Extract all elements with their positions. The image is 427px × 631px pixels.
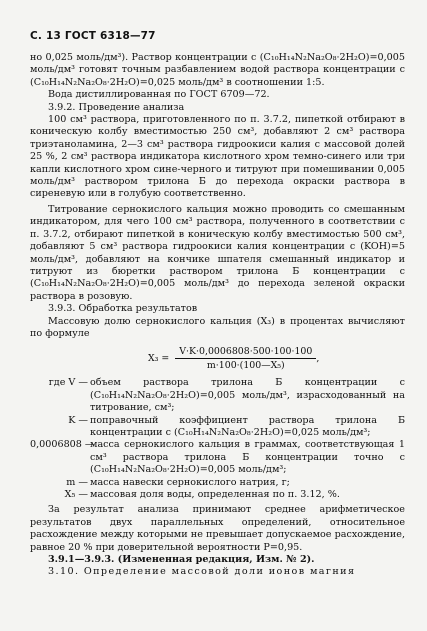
definition-row — [30, 439, 405, 476]
definition-row — [30, 477, 405, 489]
formula-fraction — [175, 346, 316, 371]
section-heading-analysis: 3.9.2. Проведение анализа — [48, 101, 185, 113]
formula-denominator: m·100·(100—X₅) — [206, 360, 285, 372]
definition-symbol: X₅ — — [64, 489, 88, 500]
amendment-note: 3.9.1—3.9.3. (Измененная редакция, Изм. № 2). — [48, 554, 315, 566]
paragraph-analysis-procedure: 100 см³ раствора, приготовленного по п. 3.7.2, пипеткой отбирают в коническую колбу вместимостью 250 см³, добавляют 2 см³ раствора триэтаноламина, 2—3 см³ раствора гидроокиси калия с массовой долей 25 %, 2 см³ раствора индикатора кислотного хром темно-синего или три капли кислотного хром сине-черного и титруют при помешивании 0,005 моль/дм³ раствором трилона Б до перехода окраски раствора в сиреневую или в голубую соответственно. — [30, 114, 405, 200]
paragraph-reagent-dilution: но 0,025 моль/дм³). Раствор концентрации c (C₁₀H₁₄N₂Na₂O₈·2H₂O)=0,005 моль/дм³ готовят точным разбавлением водой раствора концентрации c (C₁₀H₁₄N₂Na₂O₈·2H₂O)=0,025 моль/дм³ в соотношении 1:5. — [30, 52, 405, 88]
definition-text: объем раствора трилона Б концентрации c (C₁₀H₁₄N₂Na₂O₈·2H₂O)=0,005 моль/дм³, израсходованный на титрование, см³; — [90, 377, 405, 414]
document-body — [30, 52, 405, 579]
formula-x3 — [30, 346, 405, 371]
definition-row — [30, 415, 405, 440]
paragraph-formula-intro: Массовую долю сернокислого кальция (X₃) в процентах вычисляют по формуле — [30, 315, 405, 339]
definition-symbol: где V — — [48, 377, 88, 389]
definition-symbol: K — — [68, 414, 88, 426]
paragraph-water: Вода дистиллированная по ГОСТ 6709—72. — [48, 89, 270, 101]
page-header: С. 13 ГОСТ 6318—77 — [30, 30, 156, 42]
paragraph-result-averaging: За результат анализа принимают среднее арифметическое результатов двух параллельных определений, относительное расхождение между которыми не превышает допускаемое расхождение, равное 20 % при доверительной вероятности P=0,95. — [30, 504, 405, 553]
definition-symbol: 0,0006808 — — [30, 439, 95, 451]
definition-text: масса сернокислого кальция в граммах, соответствующая 1 см³ раствора трилона Б концентрации точно c (C₁₀H₁₄N₂Na₂O₈·2H₂O)=0,005 моль/дм³; — [90, 439, 405, 476]
definition-text: массовая доля воды, определенная по п. 3.12, %. — [90, 489, 340, 500]
definition-text: масса навески сернокислого натрия, г; — [90, 476, 290, 488]
definition-row — [30, 377, 405, 414]
definition-symbol: m — — [66, 476, 88, 488]
definition-text: поправочный коэффициент раствора трилона Б концентрации c (C₁₀H₁₄N₂Na₂O₈·2H₂O)=0,025 моль/дм³; — [90, 414, 405, 438]
definition-row — [30, 489, 405, 501]
section-heading-results: 3.9.3. Обработка результатов — [48, 303, 198, 315]
paragraph-mixed-indicator: Титрование сернокислого кальция можно проводить со смешанным индикатором, для чего 100 см³ раствора, полученного в соответствии с п. 3.7.2, отбирают пипеткой в коническую колбу вместимостью 500 см³, добавляют 5 см³ раствора гидроокиси калия концентрации c (KOH)=5 моль/дм³, добавляют на кончике шпателя смешанный индикатор и титруют из бюретки раствором трилона Б концентрации c (C₁₀H₁₄N₂Na₂O₈·2H₂O)=0,005 моль/дм³ до перехода зеленой окраски раствора в розовую. — [30, 203, 405, 302]
section-heading-magnesium: 3.10. Определение массовой доли ионов магния — [48, 566, 356, 578]
variable-definitions — [30, 377, 405, 501]
formula-lhs: X₃ = — [148, 353, 170, 365]
formula-tail: , — [316, 353, 320, 365]
formula-numerator: V·K·0,0006808·500·100·100 — [175, 346, 316, 359]
